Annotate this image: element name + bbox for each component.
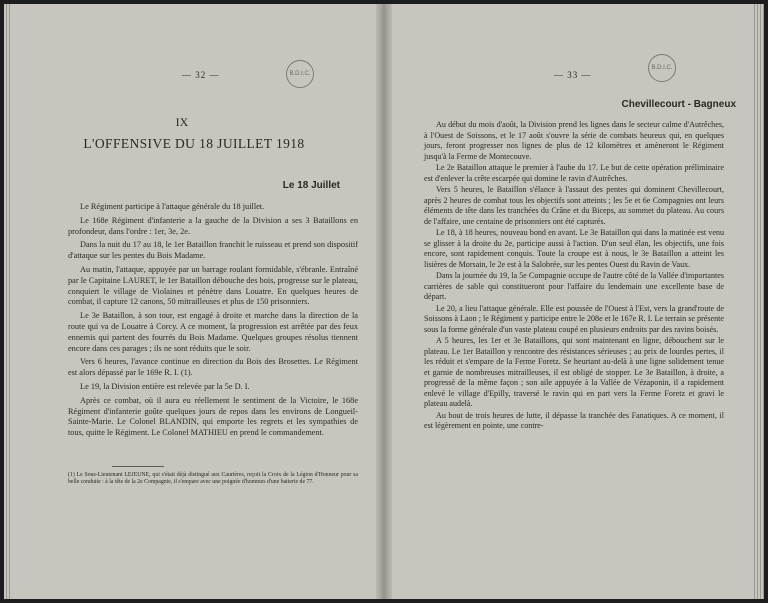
paragraph: Dans la nuit du 17 au 18, le 1er Bataillon franchit le ruisseau et prend son dispositif d'attaque sur les pentes du Bois Madame. <box>68 240 358 261</box>
footnote-rule <box>112 466 164 467</box>
left-page-edge <box>4 4 10 599</box>
right-page-edge <box>754 4 764 599</box>
paragraph: Au matin, l'attaque, appuyée par un barrage roulant formidable, s'ébranle. Entraîné par le Capitaine LAURET, le 1er Bataillon débouche des bois, progresse sur le plateau, conquiert le village de Violaines et pénètre dans Louatre. En quelques heures de combat, il capture 12 canons, 50 mitrailleuses et plus de 150 prisonniers. <box>68 264 358 307</box>
paragraph: A 5 heures, les 1er et 3e Bataillons, qui sont maintenant en ligne, débouchent sur le plateau. Le 1er Bataillon y rencontre des résistances sérieuses ; au prix de lourdes pertes, il les réduit et s'empare de la Ferme Foretz. Se heurtant au-delà à une ligne solidement tenue et garnie de nombreuses mitrailleuses, il est obligé de stopper. Le 3e Bataillon, à droite, a progressé de la même façon ; son aile appuyée à la Vallée de Vézaponin, il a rapidement enlevé le village d'Epilly, traversé le ravin qui en part vers la Ferme Foretz et gravi le plateau audelà. <box>424 336 724 408</box>
section-heading: Le 18 Juillet <box>282 180 340 191</box>
library-stamp-left: B.D.I.C. <box>286 60 314 88</box>
paragraph: Le 2e Bataillon attaque le premier à l'aube du 17. Le but de cette opération préliminaire est d'enlever la crête escarpée qui domine le ravin d'Autrêches. <box>424 163 724 183</box>
library-stamp-right: B.D.I.C. <box>648 54 676 82</box>
footnote: (1) Le Sous-Lieutenant LEJEUNE, qui s'était déjà distingué aux Caurières, reçoit la Croix de la Légion d'Honneur pour sa belle conduite : à la tête de la 2e Compagnie, il s'empare avec une poignée d'hommes d'une batterie de 77. <box>68 472 358 486</box>
chapter-number: IX <box>175 115 189 129</box>
chapter-title: L'OFFENSIVE DU 18 JUILLET 1918 <box>83 136 305 151</box>
paragraph: Vers 6 heures, l'avance continue en direction du Bois des Brosettes. Le Régiment est alors dépassé par le 169e R. I. (1). <box>68 357 358 378</box>
paragraph: Au début du mois d'août, la Division prend les lignes dans le secteur calme d'Autrêches, à l'Ouest de Soissons, et le 17 août s'ouvre la série de combats heureux qui, en quelques jours, feront progresser nos lignes de plus de 12 kilomètres et amèneront le Régiment jusqu'à la Ferme de Montecouve. <box>424 120 724 161</box>
paragraph: Dans la journée du 19, la 5e Compagnie occupe de l'autre côté de la Vallée d'importantes carrières de sable qui constitueront pour l'affaire du lendemain une excellente base de départ. <box>424 271 724 301</box>
book-gutter <box>376 4 392 599</box>
section-heading-right: Chevillecourt - Bagneux <box>621 99 736 110</box>
paragraph: Le 18, à 18 heures, nouveau bond en avant. Le 3e Bataillon qui dans la matinée est venu se glisser à la droite du 2e, participe aussi à l'action. D'un seul élan, les objectifs, une fois encore, sont rapidement conquis. Toute la croupe est à nous, le 3e Bataillon a atteint les lisières de Morsain, le 2e est à la Salobrée, sur les pentes Ouest du Ravin de Vaux. <box>424 228 724 269</box>
right-body-text <box>424 120 724 432</box>
paragraph: Le Régiment participe à l'attaque générale du 18 juillet. <box>80 202 265 211</box>
page-number-right: — 33 — <box>554 70 592 80</box>
page-number-left: — 32 — <box>182 70 220 80</box>
paragraph: Le 168e Régiment d'infanterie a la gauche de la Division a ses 3 Bataillons en profondeur, dans l'ordre : 1er, 3e, 2e. <box>68 215 358 236</box>
paragraph: Le 20, a lieu l'attaque générale. Elle est poussée de l'Ouest à l'Est, vers la grand'route de Soissons à Laon ; le Régiment y participe entre le 208e et le 167e R. I. Le terrain se présente sous la forme générale d'un vaste plateau coupé en plusieurs endroits par des ravins boisés. <box>424 303 724 334</box>
paragraph: Vers 5 heures, le Bataillon s'élance à l'assaut des pentes qui dominent Chevillecourt, après 2 heures de combat tous les objectifs sont atteints ; les 5e et 6e Compagnies ont leurs éléments de tête dans les tranchées du Crâne et du Biceps, au sommet du plateau. Au cours de l'affaire, une centaine de prisonniers ont été capturés. <box>424 185 724 226</box>
paragraph: Le 3e Bataillon, à son tour, est engagé à droite et marche dans la direction de la route qui va de Louatre à Corcy. A ce moment, la progression est arrêtée par des feux ennemis qui partent des fourrés du Bois Madame. Quelques groupes résolus tiennent encore dans ces parages ; ils ne sont réduits que le soir. <box>68 311 358 353</box>
paragraph: Au bout de trois heures de lutte, il dépasse la tranchée des Fanatiques. A ce moment, il est légèrement en pointe, une contre- <box>424 410 724 430</box>
left-body-text <box>68 202 358 439</box>
paragraph: Le 19, la Division entière est relevée par la 5e D. I. <box>80 381 250 391</box>
book-spread <box>4 4 764 599</box>
paragraph: Après ce combat, où il aura eu réellement le sentiment de la Victoire, le 168e Régiment d'infanterie goûte quelques jours de repos dans les environs de Longueil-Sainte-Marie. Le Colonel BLANDIN, qui emporte les regrets et les sympathies de tous, quitte le Régiment. Le Colonel MATHIEU en prend le commandement. <box>68 395 358 438</box>
left-page <box>4 4 384 599</box>
right-page <box>384 4 764 599</box>
